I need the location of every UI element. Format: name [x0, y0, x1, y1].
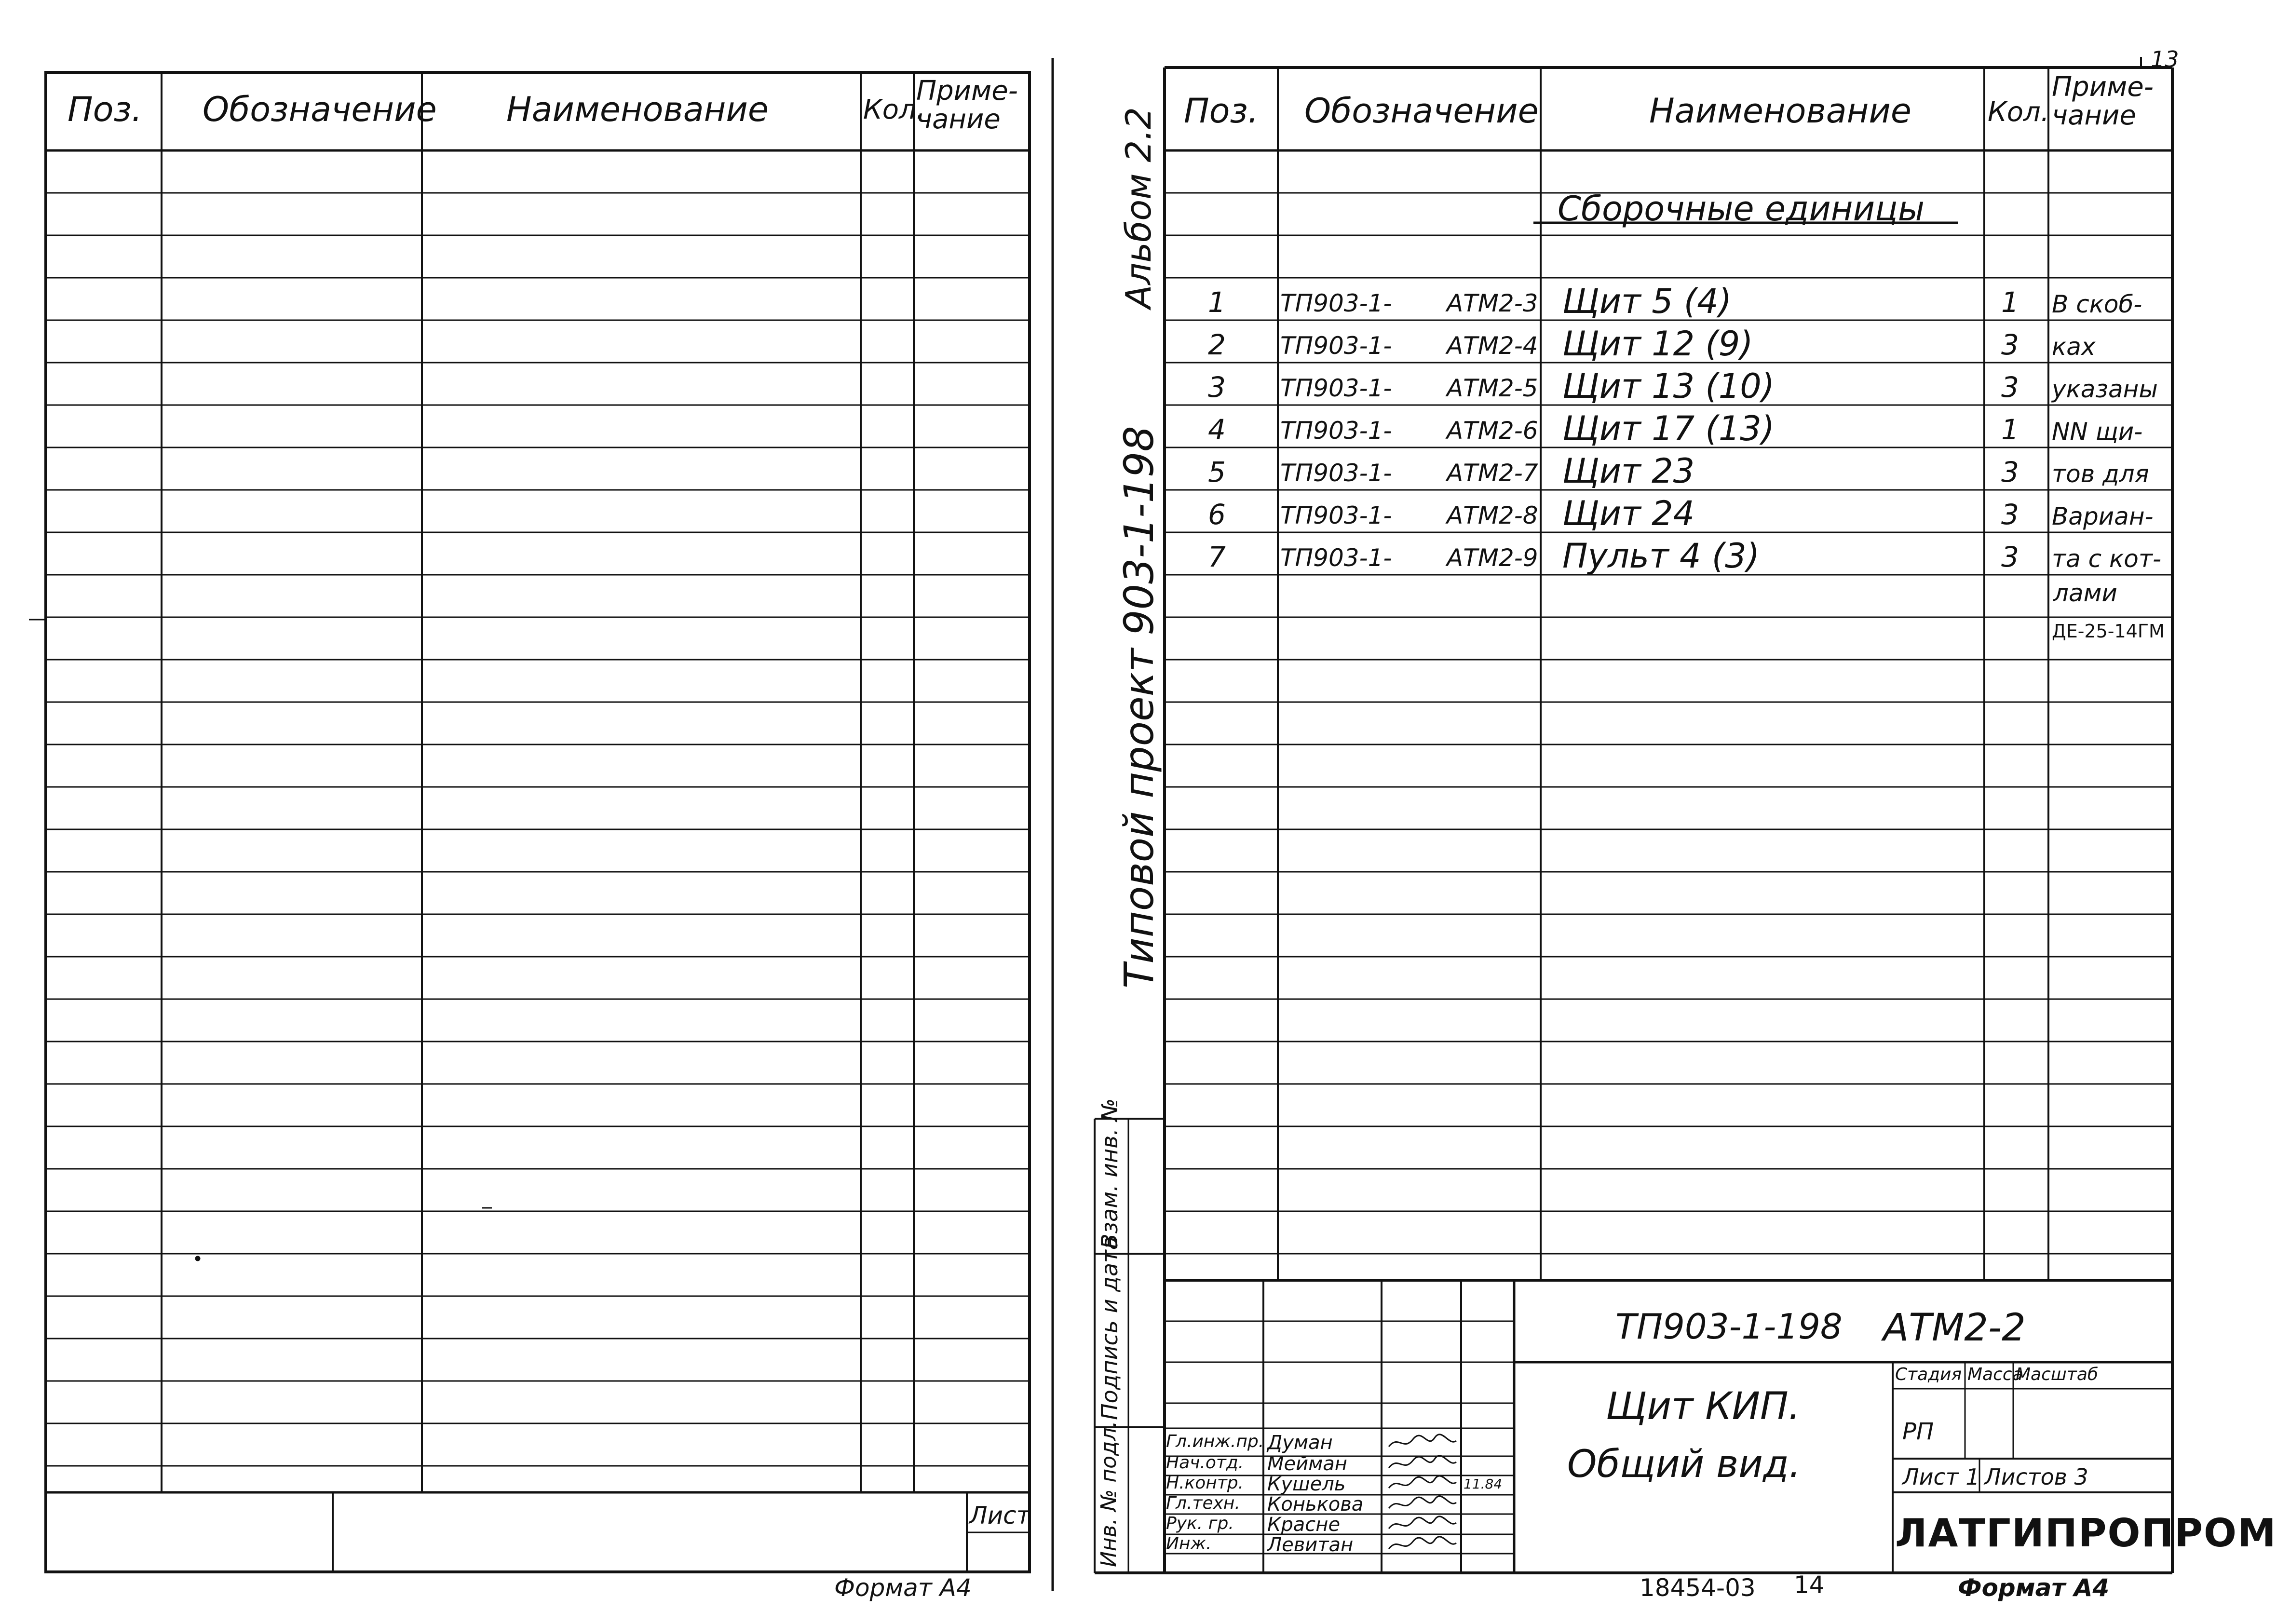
row-note: Вариан- — [2052, 502, 2154, 530]
row-designation-prefix: ТП903-1- — [1280, 289, 1392, 317]
left-header-qty: Кол. — [863, 94, 925, 125]
row-note: та с кот- — [2052, 545, 2162, 573]
signature — [1386, 1432, 1459, 1453]
row-designation-prefix: ТП903-1- — [1280, 332, 1392, 360]
row-designation-prefix: ТП903-1- — [1280, 501, 1392, 529]
col-mass: Масса — [1967, 1365, 2023, 1384]
row-name: Щит 13 (10) — [1562, 366, 1775, 406]
right-header-pos: Поз. — [1184, 91, 1259, 131]
staff-name: Кушель — [1267, 1473, 1346, 1495]
staff-name: Левитан — [1267, 1534, 1354, 1556]
row-designation-prefix: ТП903-1- — [1280, 544, 1392, 572]
replace-inv-label: Взам. инв. № — [1097, 1098, 1123, 1249]
drawing-title-line1: Щит КИП. — [1606, 1385, 1801, 1428]
row-note: указаны — [2052, 375, 2158, 403]
row-name: Пульт 4 (3) — [1562, 536, 1760, 576]
row-designation-code: АТМ2-9 — [1447, 544, 1538, 572]
sheet-number: Лист 1 — [1902, 1464, 1980, 1490]
signature — [1386, 1494, 1459, 1515]
row-note: NN щи- — [2052, 418, 2143, 446]
archive-number: 18454-03 — [1640, 1574, 1756, 1602]
row-designation-code: АТМ2-7 — [1447, 459, 1538, 487]
drawing-title-line2: Общий вид. — [1567, 1443, 1801, 1486]
row-pos: 3 — [1208, 371, 1226, 404]
staff-role: Н.контр. — [1166, 1473, 1244, 1493]
staff-name: Конькова — [1267, 1493, 1364, 1516]
col-scale: Масштаб — [2016, 1365, 2099, 1384]
staff-role: Нач.отд. — [1166, 1453, 1244, 1473]
row-note: тов для — [2052, 460, 2149, 488]
row-pos: 6 — [1208, 498, 1226, 531]
row-designation-prefix: ТП903-1- — [1280, 459, 1392, 487]
row-name: Щит 17 (13) — [1562, 409, 1775, 448]
row-pos: 7 — [1208, 541, 1226, 573]
row-designation-code: АТМ2-8 — [1447, 501, 1538, 529]
row-qty: 1 — [2001, 413, 2019, 446]
right-header-note: Приме- чание — [2052, 71, 2154, 131]
row-name: Щит 12 (9) — [1562, 324, 1753, 364]
section-title: Сборочные единицы — [1558, 189, 1925, 229]
signature — [1386, 1534, 1459, 1556]
row-pos: 4 — [1208, 413, 1226, 446]
staff-role: Инж. — [1166, 1534, 1212, 1554]
signature — [1386, 1453, 1459, 1475]
doc-code: ТП903-1-198 — [1615, 1306, 1843, 1347]
project-label: Типовой проект 903-1-198 — [1115, 426, 1163, 988]
row-qty: 3 — [2001, 541, 2019, 573]
row-name: Щит 23 — [1562, 451, 1695, 491]
note-continuation-2: ДЕ-25-14ГМ — [2052, 621, 2165, 642]
left-header-name: Наименование — [506, 90, 769, 129]
row-designation-code: АТМ2-6 — [1447, 417, 1538, 445]
row-qty: 3 — [2001, 371, 2019, 404]
row-designation-prefix: ТП903-1- — [1280, 417, 1392, 445]
inv-orig-label: Инв. № подл. — [1097, 1421, 1121, 1567]
note-continuation-1: лами — [2053, 579, 2117, 607]
sheet-code: АТМ2-2 — [1883, 1306, 2026, 1350]
staff-name: Думан — [1267, 1432, 1333, 1454]
sheets-total: Листов 3 — [1984, 1464, 2088, 1490]
row-designation-code: АТМ2-5 — [1447, 374, 1538, 402]
row-name: Щит 5 (4) — [1562, 282, 1732, 321]
format-right: Формат А4 — [1958, 1574, 2110, 1602]
right-header-name: Наименование — [1649, 91, 1911, 131]
staff-date: 11.84 — [1464, 1476, 1503, 1492]
row-qty: 3 — [2001, 456, 2019, 488]
row-designation-code: АТМ2-3 — [1447, 289, 1538, 317]
stage-value: РП — [1902, 1418, 1934, 1445]
staff-role: Гл.техн. — [1166, 1493, 1240, 1513]
right-header-qty: Кол. — [1988, 96, 2049, 128]
staff-name: Красне — [1267, 1514, 1341, 1536]
sheet-corner-number: 13 — [2151, 46, 2179, 72]
left-header-pos: Поз. — [68, 90, 142, 129]
row-qty: 3 — [2001, 498, 2019, 531]
staff-name: Мейман — [1267, 1453, 1347, 1475]
signature — [1386, 1474, 1459, 1495]
sign-date-label: Подпись и дата — [1097, 1236, 1123, 1420]
row-pos: 2 — [1208, 328, 1226, 361]
row-note: ках — [2052, 333, 2096, 361]
album-label: Альбом 2.2 — [1118, 107, 1159, 309]
row-note: В скоб- — [2052, 290, 2142, 318]
col-stage: Стадия — [1895, 1365, 1962, 1384]
row-qty: 1 — [2001, 286, 2019, 319]
page-number: 14 — [1794, 1571, 1825, 1599]
row-designation-code: АТМ2-4 — [1447, 332, 1538, 360]
right-header-designation: Обозначение — [1304, 91, 1539, 131]
organization-logo: ЛАТГИПРОПРОМ — [1895, 1511, 2277, 1556]
row-designation-prefix: ТП903-1- — [1280, 374, 1392, 402]
format-left: Формат А4 — [834, 1574, 972, 1602]
row-pos: 5 — [1208, 456, 1226, 488]
row-qty: 3 — [2001, 328, 2019, 361]
staff-role: Гл.инж.пр. — [1166, 1432, 1264, 1451]
left-header-designation: Обозначение — [203, 90, 437, 129]
staff-role: Рук. гр. — [1166, 1514, 1234, 1533]
signature — [1386, 1514, 1459, 1535]
row-pos: 1 — [1208, 286, 1226, 319]
row-name: Щит 24 — [1562, 494, 1695, 533]
left-sheet-label: Лист — [969, 1502, 1030, 1529]
left-header-note: Приме- чание — [916, 75, 1018, 135]
